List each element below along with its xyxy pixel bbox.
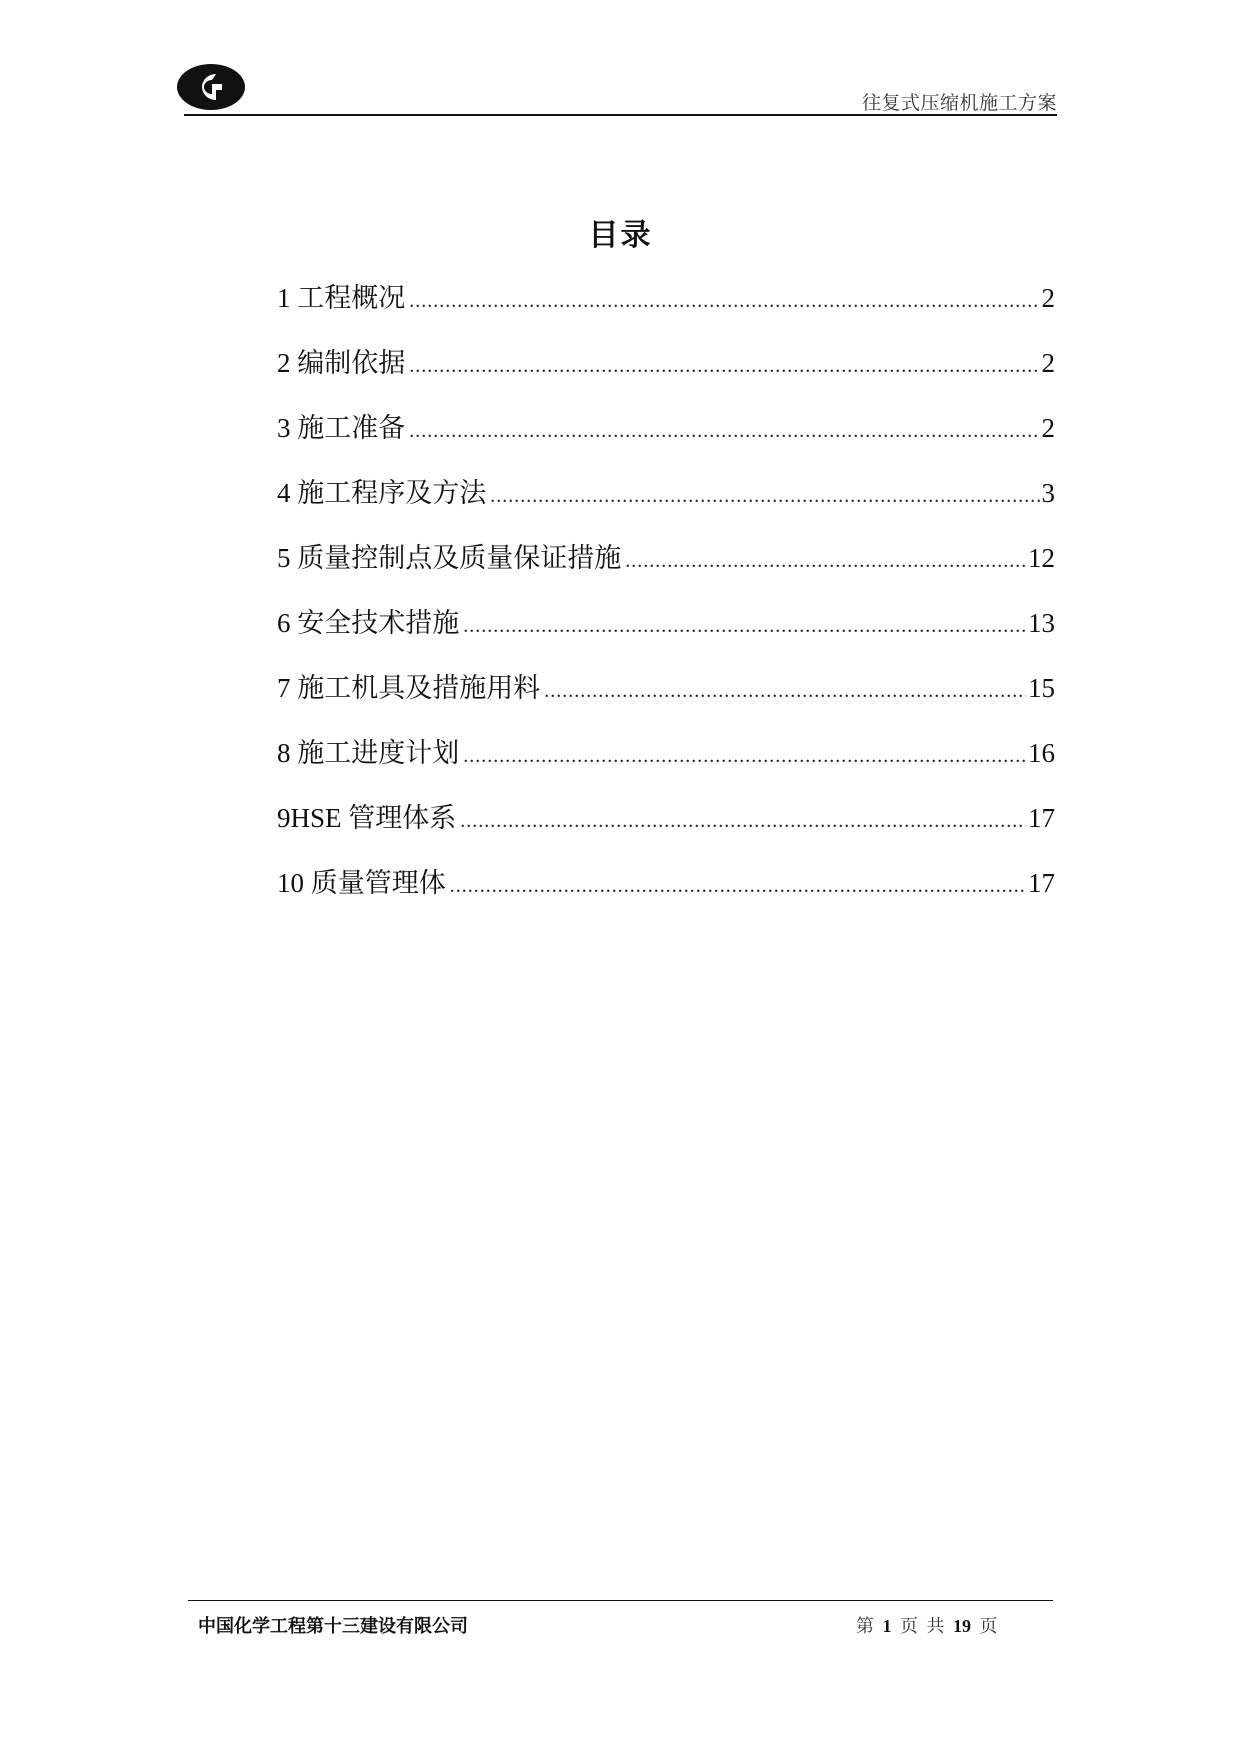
toc-dot-leader [409, 281, 1039, 321]
toc-entry-page: 17 [1028, 868, 1055, 898]
toc-entry-page: 12 [1028, 543, 1055, 573]
toc-entry[interactable] [277, 733, 1055, 798]
toc-entry[interactable] [277, 863, 1055, 928]
toc-title: 目录 [588, 218, 653, 253]
header-title: 往复式压缩机施工方案 [861, 93, 1057, 114]
toc-entry-label: 5 质量控制点及质量保证措施 [277, 543, 622, 573]
toc-dot-leader [450, 866, 1026, 906]
toc-entry-page: 2 [1041, 348, 1055, 378]
toc-entry[interactable] [277, 538, 1055, 603]
footer-page-indicator [856, 1612, 998, 1638]
toc-entry[interactable] [277, 668, 1055, 733]
toc-entry[interactable] [277, 798, 1055, 863]
toc-entry-label: 9HSE 管理体系 [277, 803, 457, 833]
header-divider [184, 114, 1057, 116]
toc-entry-page: 15 [1028, 673, 1055, 703]
toc-entry[interactable] [277, 473, 1055, 538]
toc-entry-page: 3 [1041, 478, 1055, 508]
toc-entry-label: 4 施工程序及方法 [277, 478, 487, 508]
toc-dot-leader [625, 541, 1026, 581]
footer-divider [188, 1600, 1053, 1601]
footer-page-suffix: 页 [979, 1616, 998, 1636]
toc-entry[interactable] [277, 343, 1055, 408]
toc-entry-label: 7 施工机具及措施用料 [277, 673, 541, 703]
toc-dot-leader [463, 606, 1026, 646]
toc-entry-label: 2 编制依据 [277, 348, 406, 378]
toc-entry-page: 13 [1028, 608, 1055, 638]
toc-list [277, 278, 1055, 928]
toc-entry[interactable] [277, 408, 1055, 473]
toc-entry[interactable] [277, 603, 1055, 668]
company-logo [176, 62, 246, 112]
toc-dot-leader [409, 411, 1039, 451]
footer-page-mid: 页 共 [900, 1616, 945, 1636]
footer-page-prefix: 第 [856, 1616, 874, 1636]
toc-entry-page: 2 [1041, 283, 1055, 313]
toc-entry-page: 17 [1028, 803, 1055, 833]
toc-entry-label: 1 工程概况 [277, 283, 406, 313]
toc-entry-label: 8 施工进度计划 [277, 738, 460, 768]
toc-entry-label: 10 质量管理体 [277, 868, 446, 898]
toc-entry-label: 6 安全技术措施 [277, 608, 460, 638]
footer-page-current: 1 [882, 1616, 892, 1636]
toc-entry-label: 3 施工准备 [277, 413, 406, 443]
footer-company-name: 中国化学工程第十三建设有限公司 [198, 1616, 468, 1637]
toc-dot-leader [463, 736, 1026, 776]
toc-dot-leader [490, 476, 1039, 516]
toc-dot-leader [460, 801, 1026, 841]
toc-dot-leader [544, 671, 1026, 711]
toc-dot-leader [409, 346, 1039, 386]
toc-entry[interactable] [277, 278, 1055, 343]
toc-entry-page: 2 [1041, 413, 1055, 443]
toc-entry-page: 16 [1028, 738, 1055, 768]
footer-page-total: 19 [953, 1616, 971, 1636]
